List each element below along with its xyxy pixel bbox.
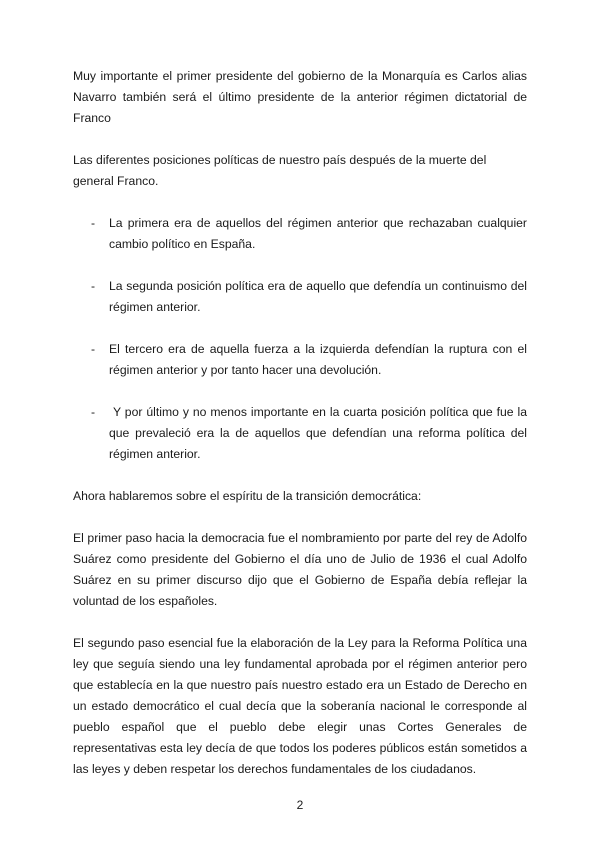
page-number: 2 (296, 798, 304, 812)
list-bullet: - (91, 405, 96, 419)
paragraph-primer-paso: El primer paso hacia la democracia fue el nombramiento por parte del rey de Adolfo Suárez como presidente del Gobierno el día uno de Julio de 1936 el cual Adolfo Suárez en su primer discurso dijo que el Gobierno de España debía reflejar la voluntad de los españoles. (73, 531, 527, 608)
list-bullet: - (91, 279, 96, 293)
list-item-text: La primera era de aquellos del régimen anterior que rechazaban cualquier cambio político en España. (109, 216, 527, 251)
list-item (73, 339, 527, 381)
list-item (73, 276, 527, 318)
list-item (73, 213, 527, 255)
paragraph-posiciones-intro: Las diferentes posiciones políticas de nuestro país después de la muerte del general Franco. (73, 153, 487, 188)
page-content (73, 66, 531, 801)
list-item (73, 402, 531, 465)
posiciones-list (73, 213, 531, 465)
list-bullet: - (91, 342, 96, 356)
list-bullet: - (91, 216, 96, 230)
list-item-text: La segunda posición política era de aquello que defendía un continuismo del régimen anterior. (109, 279, 527, 314)
list-item-text: El tercero era de aquella fuerza a la izquierda defendían la ruptura con el régimen anterior y por tanto hacer una devolución. (109, 342, 527, 377)
paragraph-monarquia: Muy importante el primer presidente del gobierno de la Monarquía es Carlos alias Navarro también será el último presidente de la anterior régimen dictatorial de Franco (73, 69, 527, 125)
paragraph-segundo-paso: El segundo paso esencial fue la elaboración de la Ley para la Reforma Política una ley que seguía siendo una ley fundamental aprobada por el régimen anterior pero que establecía en la que nuestro país nuestro estado era un Estado de Derecho en un estado democrático el cual decía que la soberanía nacional le corresponde al pueblo español que el pueblo debe elegir unas Cortes Generales de representativas esta ley decía de que todos los poderes públicos están sometidos a las leyes y deben respetar los derechos fundamentales de los ciudadanos. (73, 636, 527, 776)
list-item-text: Y por último y no menos importante en la cuarta posición política que fue la que prevaleció era la de aquellos que defendían una reforma política del régimen anterior. (109, 405, 531, 461)
paragraph-espiritu-transicion: Ahora hablaremos sobre el espíritu de la transición democrática: (73, 489, 422, 503)
